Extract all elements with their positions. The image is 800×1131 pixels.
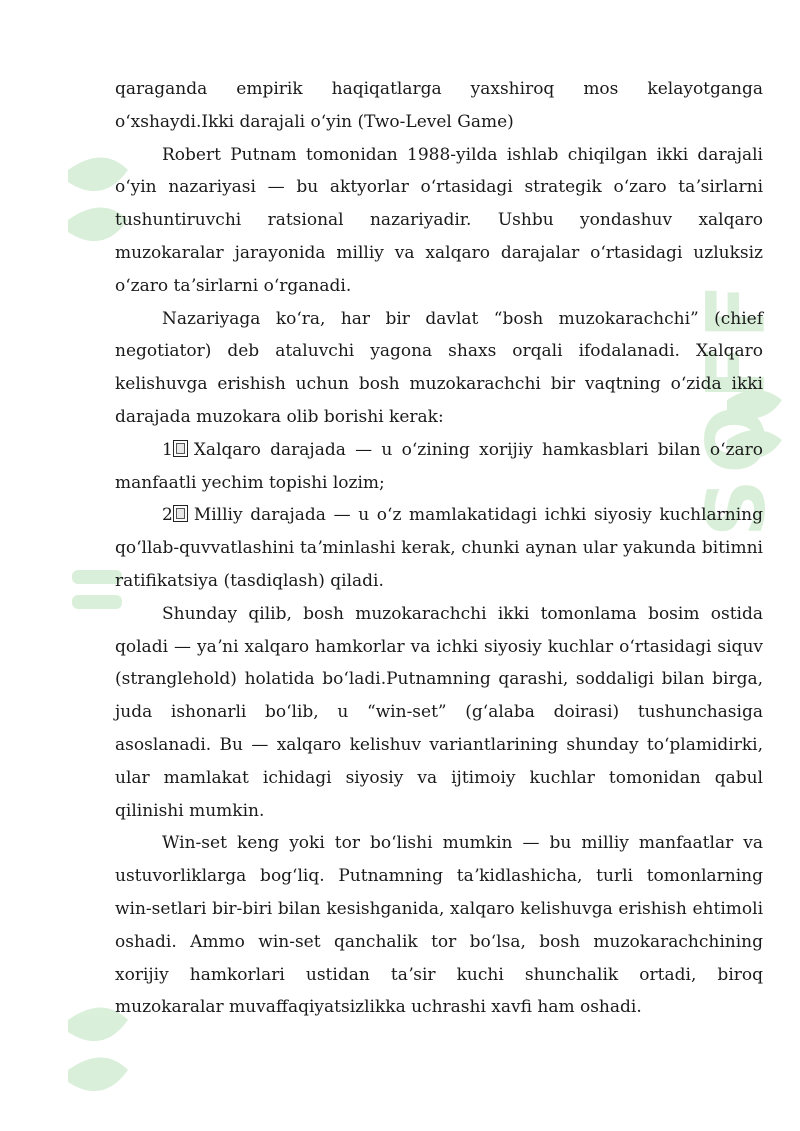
- paragraph-text: Shunday qilib, bosh muzokarachchi ikki tomonlama bosim ostida qoladi — yaʼni xalqaro hamkorlar va ichki siyosiy kuchlar oʻrtasidagi siquv (stranglehold) holatida boʻladi.Putnamning qarashi, soddaligi bilan birga, juda ishonarli boʻlib, u “win-set” (gʻalaba doirasi) tushunchasiga asoslanadi. Bu — xalqaro kelishuv variantlarining shunday toʻplamidirki, ular mamlakat ichidagi siyosiy va ijtimoiy kuchlar tomonidan qabul qilinishi mumkin.: [115, 603, 763, 821]
- paragraph-2: [115, 303, 763, 434]
- list-item-2: [115, 499, 763, 597]
- missing-glyph-icon: [173, 505, 188, 522]
- paragraph-1: [115, 139, 763, 303]
- paragraph-text: Robert Putnam tomonidan 1988-yilda ishlab chiqilgan ikki darajali oʻyin nazariyasi — bu aktyorlar oʻrtasidagi strategik oʻzaro taʼsirlarni tushuntiruvchi ratsional nazariyadir. Ushbu yondashuv xalqaro muzokaralar jarayonida milliy va xalqaro darajalar oʻrtasidagi uzluksiz oʻzaro taʼsirlarni oʻrganadi.: [115, 144, 763, 296]
- svg-text:SOFF: SOFF: [690, 278, 783, 537]
- document-body: [115, 73, 763, 1024]
- paragraph-5: [115, 598, 763, 828]
- paragraph-6: [115, 827, 763, 1024]
- paragraph-text: qaraganda empirik haqiqatlarga yaxshiroq mos kelayotganga oʻxshaydi.Ikki darajali oʻyin (Two-Level Game): [115, 79, 763, 132]
- list-marker: 2: [162, 505, 173, 526]
- paragraph-0: [115, 73, 763, 139]
- paragraph-text: Win-set keng yoki tor boʻlishi mumkin — bu milliy manfaatlar va ustuvorliklarga bogʻliq. Putnamning taʼkidlashicha, turli tomonlarning win-setlari bir-biri bilan kesishganida, xalqaro kelishuvga erishish ehtimoli oshadi. Ammo win-set qanchalik tor boʻlsa, bosh muzokarachchining xorijiy hamkorlari ustidan taʼsir kuchi shunchalik ortadi, biroq muzokaralar muvaffaqiyatsizlikka uchrashi xavfi ham oshadi.: [115, 833, 763, 1018]
- list-item-text: Xalqaro darajada — u oʻzining xorijiy hamkasblari bilan oʻzaro manfaatli yechim topishi lozim;: [115, 439, 763, 493]
- paragraph-text: Nazariyaga koʻra, har bir davlat “bosh muzokarachchi” (chief negotiator) deb ataluvchi yagona shaxs orqali ifodalanadi. Xalqaro kelishuvga erishish uchun bosh muzokarachchi bir vaqtning oʻzida ikki darajada muzokara olib borishi kerak:: [115, 308, 763, 427]
- list-item-1: [115, 434, 763, 500]
- missing-glyph-icon: [173, 440, 188, 457]
- list-marker: 1: [162, 439, 173, 460]
- list-item-text: Milliy darajada — u oʻz mamlakatidagi ichki siyosiy kuchlarning qoʻllab-quvvatlashini taʼminlashi kerak, chunki aynan ular yakunda bitimni ratifikatsiya (tasdiqlash) qiladi.: [115, 505, 763, 591]
